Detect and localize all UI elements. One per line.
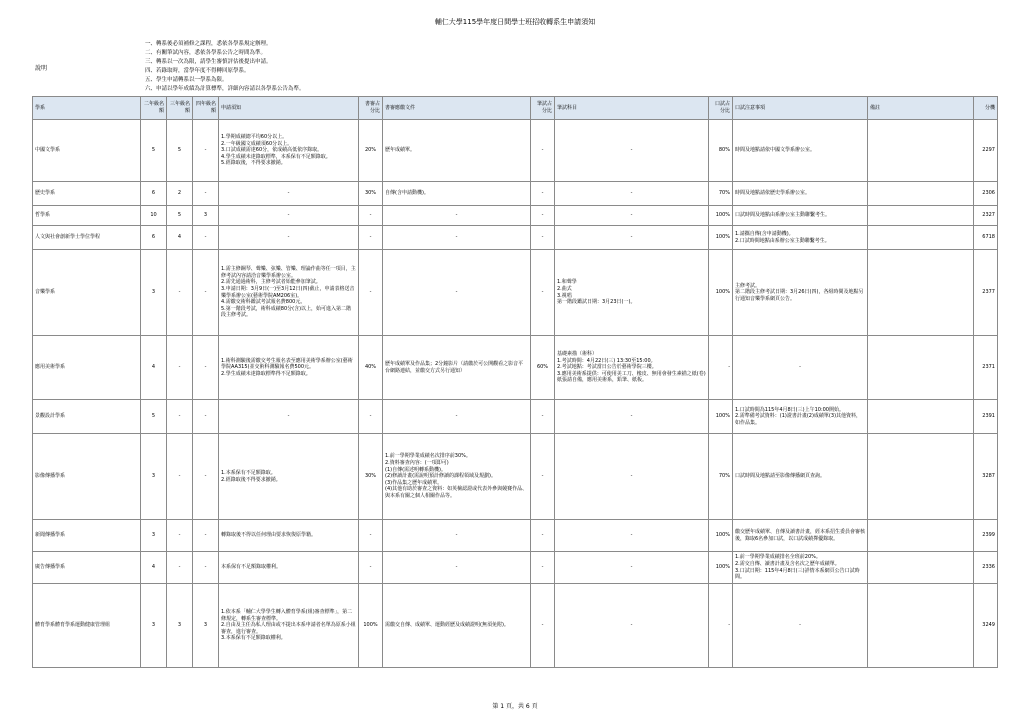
oral-pct-cell: 100% (709, 250, 733, 336)
year2-quota-cell: 3 (141, 250, 167, 336)
oral-pct-cell: 70% (709, 182, 733, 206)
table-row (33, 206, 998, 226)
oral-cell-line: 2.需準備考試資料：(1)證書計畫(2)成績單(3)其他資料，如作品集。 (735, 413, 862, 426)
exam-subj-cell (555, 226, 709, 250)
exam-subj-cell-line: - (630, 564, 633, 571)
oral-cell (733, 336, 868, 400)
exam-subj-cell-line: - (630, 413, 633, 420)
doc-pct-cell: - (359, 400, 383, 434)
exam-subj-cell-line: 1.和聲學 (557, 279, 577, 286)
exam-pct-cell: - (531, 120, 555, 182)
oral-pct-cell: 100% (709, 206, 733, 226)
oral-cell (733, 206, 868, 226)
docs-cell (383, 206, 531, 226)
ext-cell: 2306 (974, 182, 998, 206)
header-exam-pct: 筆試占分比 (531, 97, 555, 120)
year4-quota-cell: - (193, 120, 219, 182)
remark-cell (868, 206, 974, 226)
oral-pct-cell: 100% (709, 226, 733, 250)
exam-subj-cell (555, 120, 709, 182)
docs-cell (383, 552, 531, 584)
exam-pct-cell: - (531, 434, 555, 520)
ext-cell: 2377 (974, 250, 998, 336)
notes-cell (219, 584, 359, 668)
year4-quota-cell: 3 (193, 584, 219, 668)
exam-pct-cell: - (531, 250, 555, 336)
docs-cell-line: - (455, 212, 458, 219)
oral-cell (733, 226, 868, 250)
oral-cell-line: 1.口試時間為115年4月8日(三)上午10:00開始。 (735, 406, 844, 413)
docs-cell-line: 2.資料審查內容：(一項即可) (385, 460, 449, 467)
notes-cell-line: 2.學生成績未達錄取標準得不足額錄取。 (221, 370, 311, 377)
docs-cell-line: - (455, 532, 458, 539)
year2-quota-cell: 3 (141, 584, 167, 668)
notes-cell-line: - (287, 190, 290, 197)
exam-subj-cell-line: 2.考試地點：考試當日公告於藝術學院三樓。 (557, 364, 657, 371)
exam-subj-cell-line: - (630, 212, 633, 219)
ext-cell: 2297 (974, 120, 998, 182)
doc-pct-cell: 100% (359, 584, 383, 668)
year3-quota-cell: 3 (167, 584, 193, 668)
exam-subj-cell (555, 336, 709, 400)
docs-cell (383, 400, 531, 434)
table-row (33, 584, 998, 668)
header-oral: 口試注意事項 (733, 97, 868, 120)
notes-cell-line: 5.第一階段考試，術科成績80分(含)以上，始可進入第二階段主修考試。 (221, 305, 352, 319)
exam-subj-cell (555, 434, 709, 520)
doc-pct-cell: - (359, 226, 383, 250)
docs-cell-line: - (455, 289, 458, 296)
year2-quota-cell: 4 (141, 336, 167, 400)
year4-quota-cell: - (193, 250, 219, 336)
year3-quota-cell: - (167, 434, 193, 520)
table-row (33, 552, 998, 584)
exam-subj-cell-line: 3.應用美術系提供：可使用美工刀、橡皮、無用會發生素描之紙(卷)紙張請自備，應用美術系，鉛筆、紙板。 (557, 370, 706, 384)
exam-subj-cell-line: 3.視唱 (557, 292, 572, 299)
notes-label: 說明 (35, 65, 48, 72)
docs-cell (383, 182, 531, 206)
oral-cell (733, 400, 868, 434)
header-dept: 學系 (33, 97, 141, 120)
table-row (33, 120, 998, 182)
docs-cell (383, 250, 531, 336)
remark-cell (868, 584, 974, 668)
remark-cell (868, 120, 974, 182)
year4-quota-cell: - (193, 400, 219, 434)
ext-cell: 2336 (974, 552, 998, 584)
note-item: 五、學生申請轉系以一學系為限。 (145, 77, 228, 83)
docs-cell-line: 自傳(含申請動機)。 (385, 190, 429, 197)
oral-pct-cell: - (709, 336, 733, 400)
year2-quota-cell: 4 (141, 552, 167, 584)
docs-cell (383, 120, 531, 182)
notes-cell-line: 1.學期成績總平均60分以上。 (221, 134, 288, 141)
oral-cell-line: - (799, 364, 801, 371)
notes-cell (219, 206, 359, 226)
exam-subj-cell-line: - (630, 532, 633, 539)
year3-quota-cell: - (167, 520, 193, 552)
ext-cell: 2391 (974, 400, 998, 434)
oral-cell-line: 1.請攜自傳(含申請動機)。 (735, 230, 794, 237)
header-ext: 分機 (974, 97, 998, 120)
year3-quota-cell: 4 (167, 226, 193, 250)
doc-pct-cell: 20% (359, 120, 383, 182)
year3-quota-cell: 2 (167, 182, 193, 206)
remark-cell (868, 552, 974, 584)
exam-pct-cell: - (531, 584, 555, 668)
exam-pct-cell: - (531, 226, 555, 250)
header-remark: 備註 (868, 97, 974, 120)
table-row (33, 400, 998, 434)
docs-cell-line: 需繳交自傳、成績單、運動經歷及成績證明(無須免附)。 (385, 622, 509, 629)
exam-pct-cell: - (531, 400, 555, 434)
doc-pct-cell: - (359, 520, 383, 552)
exam-pct-cell: - (531, 182, 555, 206)
note-item: 三、轉系以一次為限，請學生審慎評估後提出申請。 (145, 59, 272, 65)
docs-cell-line: - (455, 564, 458, 571)
doc-pct-cell: 30% (359, 434, 383, 520)
notes-cell-line: 3.申請日期：3月9日(一)至3月12日(四)截止，申請表格送音樂學系辦公室(藝術學院AM206室)。 (221, 285, 355, 299)
oral-cell (733, 584, 868, 668)
ext-cell: 2327 (974, 206, 998, 226)
notes-cell-line: 5.經錄取後，不得要求撤銷。 (221, 160, 286, 167)
docs-cell (383, 336, 531, 400)
oral-cell-line: 2.口試時間地點由系辦公室主動聯繫考生。 (735, 237, 830, 244)
notes-cell-line: - (287, 212, 290, 219)
dept-cell: 景觀設計學系 (33, 400, 141, 434)
year2-quota-cell: 10 (141, 206, 167, 226)
notes-cell-line: 本系保有不足額錄取權利。 (221, 564, 282, 571)
header-year2: 二年級名額 (141, 97, 167, 120)
year4-quota-cell: 3 (193, 206, 219, 226)
year2-quota-cell: 6 (141, 182, 167, 206)
exam-subj-cell (555, 206, 709, 226)
header-year3: 三年級名額 (167, 97, 193, 120)
exam-subj-cell (555, 584, 709, 668)
remark-cell (868, 250, 974, 336)
notes-cell-line: 2.自由及主任為私人理由或不提出本系申請者名單為原系小組審查，進行審查。 (221, 622, 356, 635)
notes-cell (219, 182, 359, 206)
table-row (33, 250, 998, 336)
dept-cell: 哲學系 (33, 206, 141, 226)
exam-subj-cell-line: - (630, 190, 633, 197)
exam-pct-cell: - (531, 520, 555, 552)
table-body (33, 120, 998, 668)
year3-quota-cell: - (167, 336, 193, 400)
doc-pct-cell: - (359, 206, 383, 226)
oral-cell-line: 口試時間及地點由系辦公室主動聯繫考生。 (735, 212, 831, 219)
remark-cell (868, 336, 974, 400)
exam-subj-cell-line: 基礎素描（術科） (557, 351, 598, 358)
oral-pct-cell: - (709, 584, 733, 668)
docs-cell-line: 歷年成績單及作品集；2分鐘影片（請繳於可公開觀看之影音平台網路連結，並繳交方式另行通知） (385, 360, 524, 374)
year2-quota-cell: 5 (141, 120, 167, 182)
exam-subj-cell-line: - (630, 473, 633, 480)
exam-pct-cell: - (531, 206, 555, 226)
year3-quota-cell: - (167, 552, 193, 584)
header-doc-pct: 書審占分比 (359, 97, 383, 120)
year2-quota-cell: 3 (141, 434, 167, 520)
notes-cell (219, 400, 359, 434)
header-oral-pct: 口試占分比 (709, 97, 733, 120)
note-item: 四、若錄取時，當學年度不得轉回原學系。 (145, 68, 250, 74)
docs-cell (383, 226, 531, 250)
notes-cell-line: 4.學生成績未達錄取標準，本系保有不足額錄取。 (221, 153, 331, 160)
oral-pct-cell: 100% (709, 400, 733, 434)
oral-cell-line: 2.需交自傳、讀書計畫及含名次之歷年成績單。 (735, 560, 840, 567)
remark-cell (868, 434, 974, 520)
notes-cell-line: 4.需繳交術科鑑試考試報名費800元。 (221, 299, 306, 306)
exam-subj-cell (555, 552, 709, 584)
oral-pct-cell: 100% (709, 552, 733, 584)
ext-cell: 3249 (974, 584, 998, 668)
notes-cell-line: 2.一年級國文成績須60分以上。 (221, 140, 293, 147)
remark-cell (868, 182, 974, 206)
oral-cell (733, 182, 868, 206)
year4-quota-cell: - (193, 520, 219, 552)
dept-cell: 廣告傳播學系 (33, 552, 141, 584)
dept-cell: 歷史學系 (33, 182, 141, 206)
table-row (33, 434, 998, 520)
exam-subj-cell-line: - (630, 147, 633, 154)
docs-cell-line: - (455, 234, 458, 241)
table-row (33, 226, 998, 250)
notes-cell-line: 2.需先通過術科，主修考試者始能參加筆試。 (221, 279, 321, 286)
exam-subj-cell-line: 2.曲式 (557, 285, 572, 292)
ext-cell: 6718 (974, 226, 998, 250)
notes-cell-line: - (287, 413, 290, 420)
notes-cell (219, 336, 359, 400)
oral-cell-line: 1.前一學期學業成績排名全班前20%。 (735, 554, 821, 561)
table-row (33, 182, 998, 206)
year4-quota-cell: - (193, 226, 219, 250)
docs-cell-line: (4)其他有助於審查之資料：如英檢認證或代表外參與競賽作品、與本系有關之個人相關作品等。 (385, 486, 528, 499)
notes-cell-line: 3.口試成績需達60分，依成績高低依序錄取。 (221, 147, 323, 154)
notes-list (145, 40, 305, 94)
header-docs: 書審應繳文件 (383, 97, 531, 120)
dept-cell: 新聞傳播學系 (33, 520, 141, 552)
docs-cell-line: 1.前一學期學業成績名次排序前30%。 (385, 453, 471, 460)
docs-cell-line: 歷年成績單。 (385, 147, 416, 154)
docs-cell-line: (2)修讀計畫(需說明預計修讀的課程領域及規劃)。 (385, 473, 496, 480)
remark-cell (868, 400, 974, 434)
exam-subj-cell-line: 1.考試時間：4月22日(三) 13:30至15:00。 (557, 357, 656, 364)
notes-cell (219, 434, 359, 520)
year4-quota-cell: - (193, 434, 219, 520)
note-item: 二、有關筆試內容，悉依各學系公告之時間為準。 (145, 50, 267, 56)
exam-subj-cell-line: - (630, 622, 633, 629)
docs-cell (383, 434, 531, 520)
docs-cell-line: (3)作品集之歷年成績單。 (385, 479, 443, 486)
year4-quota-cell: - (193, 552, 219, 584)
header-notes: 申請須知 (219, 97, 359, 120)
exam-subj-cell (555, 520, 709, 552)
notes-cell (219, 226, 359, 250)
docs-cell-line: (1)自傳(需述明轉系動機)。 (385, 466, 446, 473)
dept-cell: 中國文學系 (33, 120, 141, 182)
document-title: 輔仁大學115學年度日間學士班招收轉系生申請須知 (434, 18, 596, 26)
exam-pct-cell: 60% (531, 336, 555, 400)
docs-cell-line: - (455, 413, 458, 420)
notes-cell-line: 1.術科測驗後需繳交考生報名表至應用美術學系辦公室(藝術學院AA315)並交術科測驗報名費500元。 (221, 357, 353, 371)
oral-cell (733, 520, 868, 552)
remark-cell (868, 226, 974, 250)
notes-cell-line: 1.需主修鋼琴、聲樂、弦樂、管樂、理論作曲等任一項目，主修考試內容請洽音樂學系辦公室。 (221, 266, 356, 279)
notes-cell (219, 520, 359, 552)
doc-pct-cell: - (359, 552, 383, 584)
notes-cell-line: 1.本系保有不足額錄取。 (221, 469, 276, 476)
year4-quota-cell: - (193, 182, 219, 206)
remark-cell (868, 520, 974, 552)
notes-cell-line: - (287, 234, 290, 241)
transfer-requirements-table (32, 96, 998, 668)
oral-cell-line: 繳交歷年成績單、自傳及讀書計畫，經本系招生委員會審核後，錄取6名參加口試，以口試成績擇優錄取。 (735, 528, 866, 542)
oral-cell-line: 時間及地點請依中國文學系辦公室。 (735, 147, 816, 154)
year3-quota-cell: 5 (167, 206, 193, 226)
oral-cell-line: - (799, 622, 801, 629)
exam-subj-cell-line: - (630, 234, 633, 241)
oral-pct-cell: 80% (709, 120, 733, 182)
year2-quota-cell: 5 (141, 400, 167, 434)
notes-cell (219, 120, 359, 182)
oral-pct-cell: 70% (709, 434, 733, 520)
note-item: 一、轉系後必須補修之課程，悉依各學系規定辦理。 (145, 41, 272, 47)
year3-quota-cell: - (167, 400, 193, 434)
exam-subj-cell-line: 第一階段鑑試日期：3月23日(一)。 (557, 299, 636, 306)
oral-cell-line: 3.口試日期：115年4月8日(三)詳情本系網頁公告口試時間。 (735, 567, 860, 581)
year2-quota-cell: 3 (141, 520, 167, 552)
table-row (33, 336, 998, 400)
notes-cell (219, 552, 359, 584)
dept-cell: 體育學系體育學系運動健康管理組 (33, 584, 141, 668)
oral-cell-line: 時間及地點請依歷史學系辦公室。 (735, 190, 811, 197)
doc-pct-cell: - (359, 250, 383, 336)
dept-cell: 應用美術學系 (33, 336, 141, 400)
ext-cell: 3287 (974, 434, 998, 520)
ext-cell: 2399 (974, 520, 998, 552)
year4-quota-cell: - (193, 336, 219, 400)
oral-cell (733, 434, 868, 520)
notes-cell (219, 250, 359, 336)
exam-pct-cell: - (531, 552, 555, 584)
dept-cell: 人文與社會創新學士學位學程 (33, 226, 141, 250)
notes-cell-line: 轉錄取後不得以任何理由要求恢復原學籍。 (221, 532, 317, 539)
notes-cell-line: 3.本系保有不足額錄取權利。 (221, 635, 286, 642)
oral-cell-line: 第二階段主修考試日期：3月26日(四)，各組時間及地點另行通知音樂學系網頁公告。 (735, 289, 864, 302)
oral-pct-cell: 100% (709, 520, 733, 552)
ext-cell: 2371 (974, 336, 998, 400)
note-item: 六、申請以學年成績為計算標準，詳細內容請以各學系公告為準。 (145, 86, 305, 92)
page-footer: 第 1 頁，共 6 頁 (492, 703, 538, 710)
year3-quota-cell: - (167, 250, 193, 336)
exam-subj-cell (555, 400, 709, 434)
year3-quota-cell: 5 (167, 120, 193, 182)
year2-quota-cell: 6 (141, 226, 167, 250)
table-row (33, 520, 998, 552)
header-year4: 四年級名額 (193, 97, 219, 120)
doc-pct-cell: 40% (359, 336, 383, 400)
doc-pct-cell: 30% (359, 182, 383, 206)
header-exam-subj: 筆試科目 (555, 97, 709, 120)
exam-subj-cell (555, 250, 709, 336)
oral-cell-line: 口試時間及地點請至影像傳播網頁查詢。 (735, 473, 826, 480)
oral-cell (733, 120, 868, 182)
oral-cell (733, 250, 868, 336)
oral-cell (733, 552, 868, 584)
docs-cell (383, 584, 531, 668)
table-header-row (33, 97, 998, 120)
dept-cell: 音樂學系 (33, 250, 141, 336)
notes-cell-line: 2.經錄取後不得要求撤銷。 (221, 476, 281, 483)
oral-cell-line: 主修考試。 (735, 282, 761, 289)
dept-cell: 影像傳播學系 (33, 434, 141, 520)
exam-subj-cell (555, 182, 709, 206)
notes-cell-line: 1.依本系「輔仁大學學生轉入體育學系(組)審查標準」，第二條規定，轉系生審查標準。 (221, 609, 353, 622)
docs-cell (383, 520, 531, 552)
